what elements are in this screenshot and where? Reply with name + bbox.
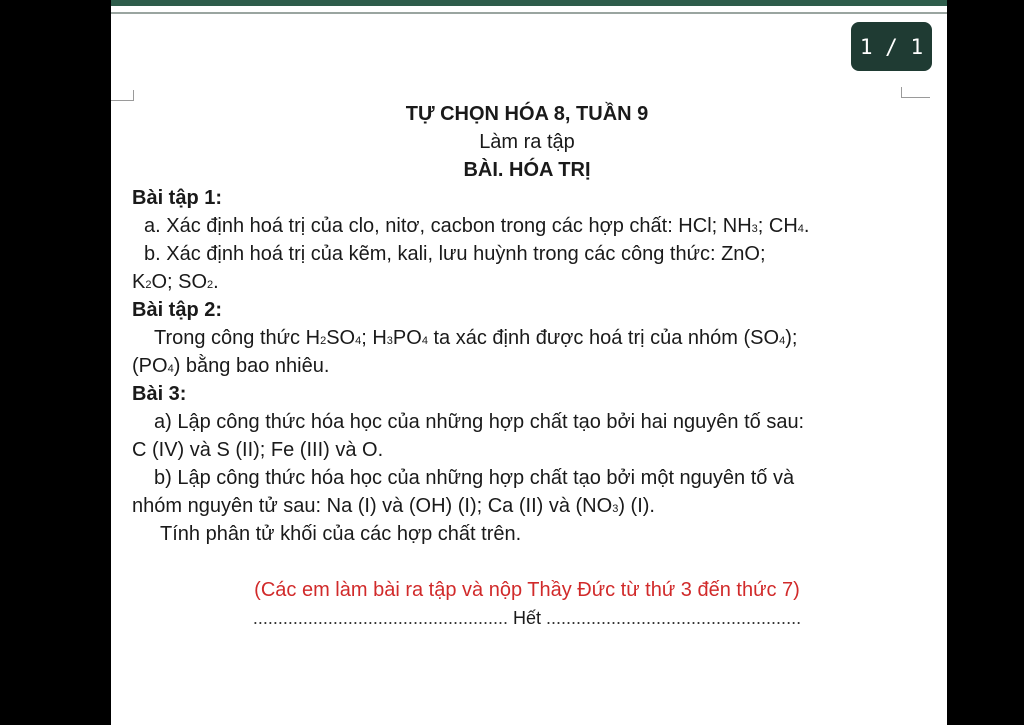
subscript: 3	[386, 335, 393, 347]
page-counter-badge: 1 / 1	[851, 22, 932, 71]
text: (PO	[132, 355, 168, 377]
exercise-2-heading: Bài tập 2:	[132, 299, 223, 321]
subscript: 4	[779, 335, 786, 347]
crop-mark-left	[111, 90, 134, 101]
lesson-title: BÀI. HÓA TRỊ	[463, 159, 591, 181]
exercise-1a-mid: ; CH	[757, 215, 798, 237]
dots-right: ...................................................	[546, 608, 802, 628]
document-page	[111, 0, 947, 725]
end-marker	[132, 604, 922, 632]
exercise-3a-line-2: C (IV) và S (II); Fe (III) và O.	[132, 439, 384, 461]
exercise-1-heading: Bài tập 1:	[132, 187, 223, 209]
text: ) (I).	[618, 495, 655, 517]
document-subtitle: Làm ra tập	[479, 131, 575, 153]
subscript: 3	[612, 503, 619, 515]
viewer-top-bar	[111, 0, 947, 6]
submission-note: (Các em làm bài ra tập và nộp Thầy Đức từ thứ 3 đến thức 7)	[254, 579, 800, 601]
text: PO	[392, 327, 422, 349]
text: ) bằng bao nhiêu.	[173, 355, 330, 377]
exercise-3-heading: Bài 3:	[132, 383, 187, 405]
text: Trong công thức H	[154, 327, 321, 349]
formula-o-so: O; SO	[151, 271, 208, 293]
text: ta xác định được hoá trị của nhóm (SO	[427, 327, 780, 349]
exercise-2-line-2	[132, 352, 329, 383]
exercise-1a-end: .	[803, 215, 810, 237]
formula-k: K	[132, 271, 146, 293]
exercise-1a-text: a. Xác định hoá trị của clo, nitơ, cacbon trong các hợp chất: HCl; NH	[144, 215, 752, 237]
subscript: 2	[320, 335, 327, 347]
end-label: Hết	[512, 608, 541, 628]
exercise-1a	[144, 212, 809, 243]
text: );	[785, 327, 798, 349]
subscript: 2	[145, 279, 152, 291]
viewer-divider	[111, 12, 947, 14]
subscript: 2	[207, 279, 214, 291]
exercise-3a-line-1: a) Lập công thức hóa học của những hợp chất tạo bởi hai nguyên tố sau:	[154, 411, 805, 433]
exercise-1b-end: .	[213, 271, 219, 293]
subscript: 4	[355, 335, 362, 347]
exercise-3b-line-1: b) Lập công thức hóa học của những hợp chất tạo bởi một nguyên tố và	[154, 467, 795, 489]
exercise-1b-line-1: b. Xác định hoá trị của kẽm, kali, lưu huỳnh trong các công thức: ZnO;	[144, 243, 766, 265]
subscript: 4	[421, 335, 428, 347]
exercise-1b-line-2	[132, 268, 219, 299]
crop-mark-right	[901, 87, 930, 98]
subscript: 4	[167, 363, 174, 375]
exercise-3c: Tính phân tử khối của các hợp chất trên.	[160, 523, 522, 545]
exercise-2-line-1	[154, 324, 797, 355]
subscript: 4	[797, 223, 804, 235]
document-title: TỰ CHỌN HÓA 8, TUẦN 9	[405, 103, 649, 125]
text: nhóm nguyên tử sau: Na (I) và (OH) (I); Ca (II) và (NO	[132, 495, 613, 517]
exercise-3b-line-2	[132, 492, 655, 523]
text: ; H	[361, 327, 387, 349]
subscript: 3	[751, 223, 758, 235]
text: SO	[326, 327, 356, 349]
dots-left: ...................................................	[252, 608, 508, 628]
